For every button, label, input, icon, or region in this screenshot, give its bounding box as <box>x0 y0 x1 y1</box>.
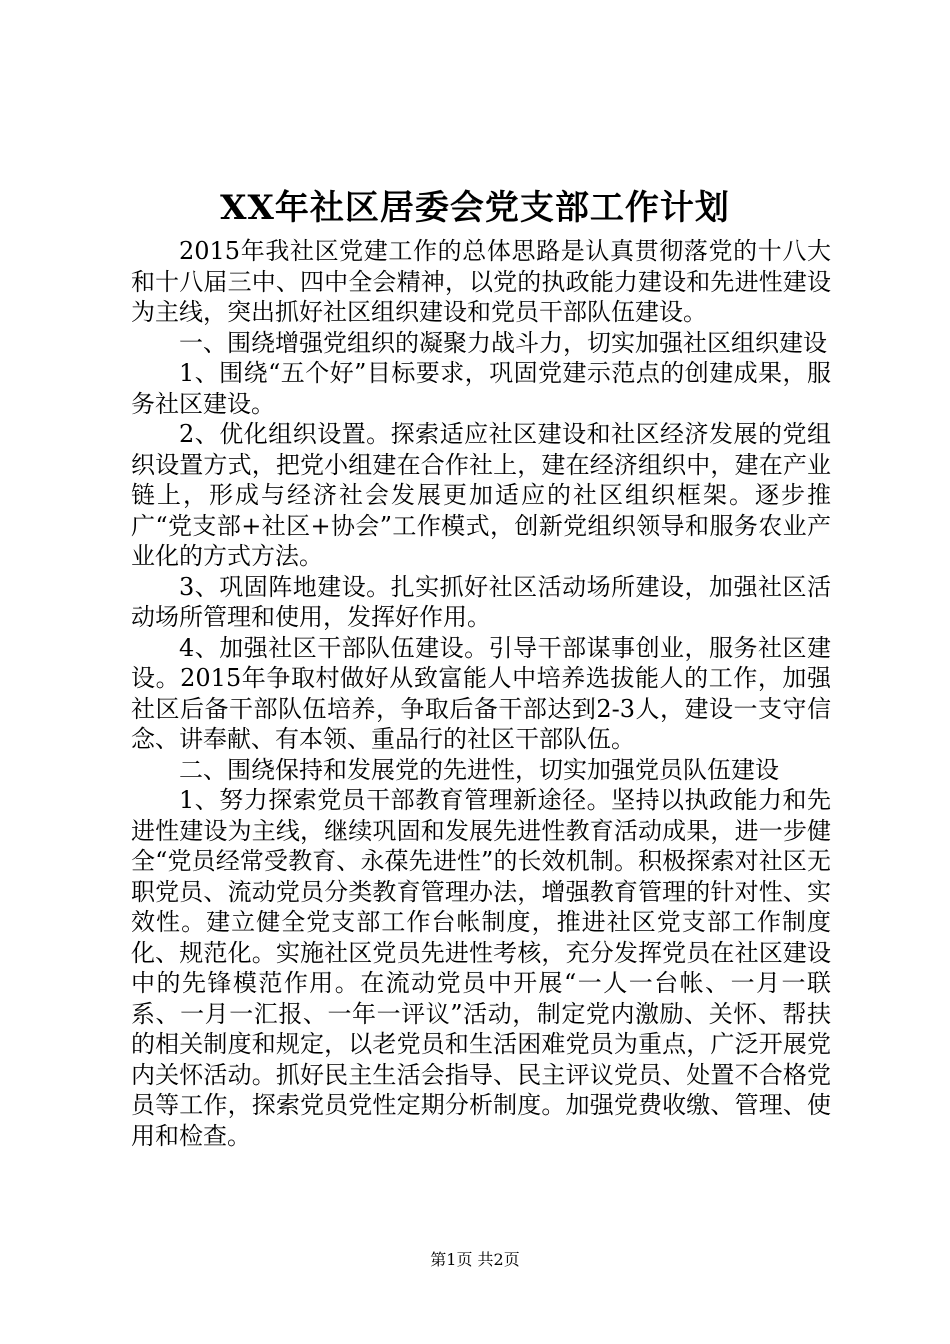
paragraph-intro: 2015年我社区党建工作的总体思路是认真贯彻落党的十八大和十八届三中、四中全会精神，以党的执政能力建设和先进性建设为主线，突出抓好社区组织建设和党员干部队伍建设。 <box>131 237 831 326</box>
paragraph-2-1: 1、努力探索党员干部教育管理新途径。坚持以执政能力和先进性建设为主线，继续巩固和发展先进性教育活动成果，进一步健全“党员经常受教育、永葆先进性”的长效机制。积极探索对社区无职党员、流动党员分类教育管理办法，增强教育管理的针对性、实效性。建立健全党支部工作台帐制度，推进社区党支部工作制度化、规范化。实施社区党员先进性考核，充分发挥党员在社区建设中的先锋模范作用。在流动党员中开展“一人一台帐、一月一联系、一月一汇报、一年一评议”活动，制定党内激励、关怀、帮扶的相关制度和规定，以老党员和生活困难党员为重点，广泛开展党内关怀活动。抓好民主生活会指导、民主评议党员、处置不合格党员等工作，探索党员党性定期分析制度。加强党费收缴、管理、使用和检查。 <box>131 786 831 1150</box>
page-number-footer: 第1页 共2页 <box>430 1250 520 1269</box>
paragraph-1-2: 2、优化组织设置。探索适应社区建设和社区经济发展的党组织设置方式，把党小组建在合作社上，建在经济组织中，建在产业链上，形成与经济社会发展更加适应的社区组织框架。逐步推广“党支部+社区+协会”工作模式，创新党组织领导和服务农业产业化的方式方法。 <box>131 420 831 570</box>
paragraph-1-3: 3、巩固阵地建设。扎实抓好社区活动场所建设，加强社区活动场所管理和使用，发挥好作用。 <box>131 572 831 631</box>
section-heading-1: 一、围绕增强党组织的凝聚力战斗力，切实加强社区组织建设 <box>179 328 827 357</box>
document-body <box>131 236 831 1151</box>
paragraph-1-4: 4、加强社区干部队伍建设。引导干部谋事创业，服务社区建设。2015年争取村做好从致富能人中培养选拔能人的工作，加强社区后备干部队伍培养，争取后备干部达到2-3人，建设一支守信念、讲奉献、有本领、重品行的社区干部队伍。 <box>131 633 831 753</box>
paragraph-1-1: 1、围绕“五个好”目标要求，巩固党建示范点的创建成果，服务社区建设。 <box>131 359 831 418</box>
section-heading-2: 二、围绕保持和发展党的先进性，切实加强党员队伍建设 <box>179 755 779 784</box>
document-title: XX年社区居委会党支部工作计划 <box>220 188 730 228</box>
